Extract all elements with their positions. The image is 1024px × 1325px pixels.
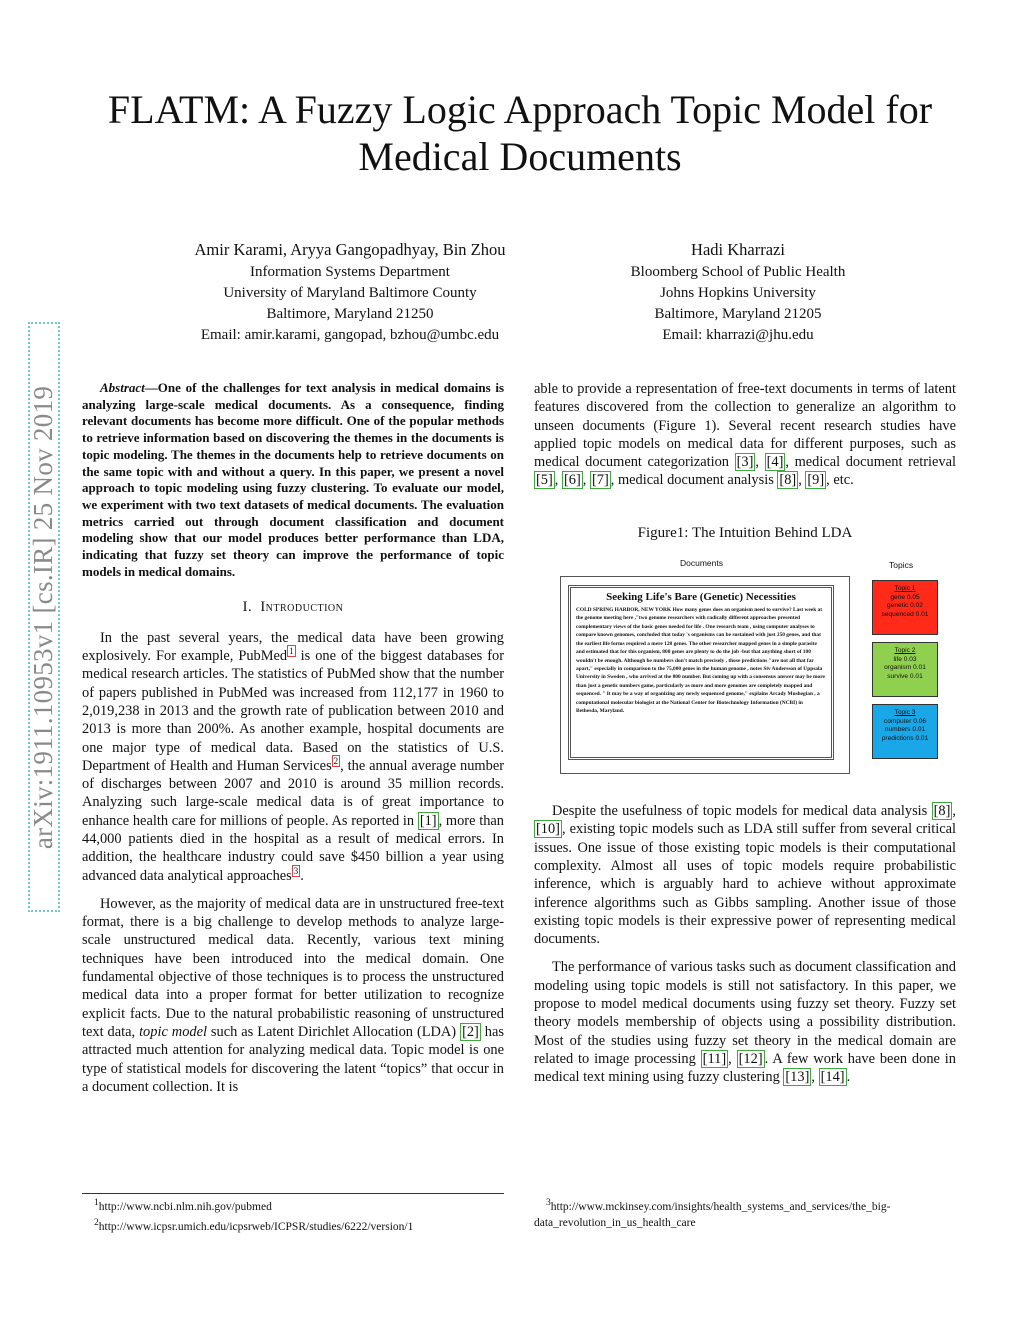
topic-word: organism 0.01 — [884, 664, 926, 672]
title-line-2: Medical Documents — [358, 134, 682, 179]
lda-intuition-figure — [552, 552, 960, 780]
text-span: , more than 44,000 patients died in the hospital as a result of medical errors. In addition, the healthcare industry could save $450 billion a year using advanced data analytical approaches — [82, 812, 504, 884]
citation-link[interactable]: [8] — [933, 803, 951, 820]
footnote-url[interactable]: http://www.ncbi.nlm.nih.gov/pubmed — [98, 1200, 272, 1213]
text-span: has attracted much attention for analyzing medical data. Topic model is one type of statistical models for discovering the latent “topics” that occur in a document collection. It is — [82, 1023, 504, 1095]
citation-link[interactable]: [5] — [536, 472, 553, 489]
text-span: , medical document analysis — [610, 472, 778, 489]
citation-link[interactable]: [4] — [766, 454, 784, 471]
document-card — [568, 585, 834, 760]
citation-link[interactable]: [14] — [820, 1069, 845, 1086]
documents-label: Documents — [680, 558, 723, 569]
text-span: such as Latent Dirichlet Allocation (LDA) — [206, 1023, 461, 1040]
footnotes-left — [94, 1195, 514, 1235]
author-email: Email: amir.karami, gangopad, bzhou@umbc.edu — [200, 327, 500, 343]
citation-link[interactable]: [8] — [779, 472, 797, 489]
topic-word: life 0.03 — [893, 655, 917, 663]
title-line-1: FLATM: A Fuzzy Logic Approach Topic Model for — [107, 87, 933, 132]
abstract-label: Abstract — [100, 380, 145, 395]
right-column — [534, 380, 956, 1087]
text-span: . A few work have been done in medical text mining using fuzzy clustering — [534, 1050, 956, 1086]
right-paragraph-2: Despite the usefulness of topic models for medical data analysis [8] , [10] , existing topic models such as LDA still suffer from several critical issues. One issue of those existing topic models is their computational complexity. Almost all uses of topic models require probabilistic inference, which is arguably hard to achieve without approximate inference algorithms such as Gibbs sampling. Another issue of those existing topic models is their expressive power of representing medical documents. — [534, 803, 956, 948]
topic-box-3 — [872, 704, 938, 759]
author-names: Hadi Kharrazi — [691, 240, 785, 259]
figure-caption: Figure1: The Intuition Behind LDA — [637, 524, 853, 541]
footnote-3 — [534, 1195, 954, 1231]
author-city: Baltimore, Maryland 21205 — [654, 306, 822, 322]
document-title: Seeking Life's Bare (Genetic) Necessities — [606, 591, 796, 604]
arxiv-stamp-text: arXiv:1911.10953v1 [cs.IR] 25 Nov 2019 — [28, 385, 59, 849]
text-span: In the past several years, the medical data have been growing explosively. For example, PubMed — [82, 629, 504, 665]
author-dept: Information Systems Department — [250, 264, 450, 280]
topics-label: Topics — [889, 560, 914, 571]
citation-link[interactable]: [6] — [563, 472, 581, 489]
footnote-number: 3 — [546, 1197, 551, 1208]
topic-word: numbers 0.01 — [884, 726, 926, 734]
footnote-1 — [94, 1195, 514, 1215]
author-names: Amir Karami, Aryya Gangopadhyay, Bin Zhou — [194, 240, 506, 259]
citation-link[interactable]: [11] — [702, 1050, 727, 1067]
topic-box-2 — [872, 642, 938, 697]
footnote-mark-3[interactable]: 3 — [293, 865, 299, 876]
citation-link[interactable]: [9] — [807, 472, 825, 489]
text-span: is one of the biggest databases for medical research articles. The statistics of PubMed show that the number of papers published in PubMed was increased from 112,177 in 1960 to 2,019,238 in 2013 and the growth rate of publication between 2010 and 2013 is more than 200%. As another example, hospital documents are one major type of medical data. Based on the statistics of U.S. Department of Health and Human Services — [82, 648, 505, 774]
topic-name: Topic 1 — [894, 585, 916, 593]
text-span: However, as the majority of medical data are in unstructured free-text format, there is a big challenge to develop methods to analyze large-scale unstructured medical data. Recently, various text mining techniques have been introduced into the medical domain. One fundamental objective of those techniques is to process the unstructured medical data into a proper format for better utilization to recognize explicit facts. Due to the natural probabilistic reasoning of unstructured text data, — [82, 895, 504, 1040]
section-heading-introduction — [82, 598, 504, 616]
footnote-2 — [94, 1215, 514, 1235]
topic-name: Topic 3 — [894, 709, 916, 717]
right-paragraph-1: able to provide a representation of free-text documents in terms of latent features discovered from the collection to generalize an algorithm to unseen documents (Figure 1). Several recent research studies have applied topic models on medical data for different purposes, such as medical document categorization [3] , [4] , medical document retrieval [5] , [6] , [7] , medical document analysis [8] , [9] , etc. — [534, 381, 957, 489]
footnote-mark-1[interactable]: 1 — [289, 646, 294, 657]
footnote-rule — [82, 1193, 504, 1194]
footnote-number: 2 — [94, 1216, 99, 1228]
footnotes-right — [534, 1195, 954, 1231]
author-email: Email: kharrazi@jhu.edu — [662, 327, 814, 343]
citation-link[interactable]: [2] — [462, 1023, 479, 1040]
text-span: . — [300, 867, 304, 884]
document-text: COLD SPRING HARBOR, NEW YORK How many genes does an organism need to survive? Last week at the genome meeting here ,"two genome researchers with radically different approaches presented complementary views of the basic genes needed for life . One research team , using computer analyses to compare known genomes, concluded that today 's organisms can be sustained with just 250 genes, and that the earliest life forms required a mere 128 genes. The other researcher mapped genes in a simple parasite and estimated that for this organism, 800 genes are plenty to do the job -but that anything short of 100 wouldn't be enough. Although he numbers don't match precisely , those predictions "are not all that far apart," especially in comparison to the 75,000 genes in the human genome , notes Siv Andersson of Uppsala University in Sweden , who arrived at the 800 number. But coming up with a consensus answer may be more than just a genetic numbers game, particularly as more and more genomes are completely mapped and sequenced. " It may be a way of organizing any newly sequenced genome," explains Arcady Mushegian , a computational molecular biologist at the National Center for Biotechnology Information (NCBI) in Bethesda, Maryland. — [576, 607, 825, 714]
text-span: able to provide a representation of free-text documents in terms of latent features discovered from the collection to generalize an algorithm to unseen documents (Figure 1). Several recent research studies have applied topic models on medical data for different purposes, such as medical document categorization — [534, 381, 956, 471]
footnote-url[interactable]: http://www.mckinsey.com/insights/health_systems_and_services/the_big-data_revolution_in_us_health_care — [534, 1200, 891, 1229]
text-span: , the annual average number of discharges between 2007 and 2010 is around 35 million records. Analyzing such large-scale medical data is of great importance to enhance health care for millions of people. As reported in — [82, 757, 504, 829]
topic-word: gene 0.05 — [890, 593, 920, 601]
citation-link[interactable]: [12] — [738, 1050, 763, 1067]
citation-link[interactable]: [10] — [536, 821, 560, 838]
author-dept: Bloomberg School of Public Health — [630, 264, 846, 280]
author-org: Johns Hopkins University — [660, 285, 816, 301]
intro-paragraph-1 — [82, 629, 504, 885]
text-span: The performance of various tasks such as document classification and modeling using topic models is still not satisfactory. In this paper, we propose to model medical documents using fuzzy set theory. Fuzzy set theory models membership of objects using a possibility distribution. Most of the studies using fuzzy set theory in the medical domain are related to image processing — [534, 959, 956, 1067]
topic-word: sequenced 0.01 — [881, 610, 929, 618]
topic-name: Topic 2 — [894, 647, 916, 655]
arxiv-stamp — [28, 322, 60, 912]
intro-paragraph-2 — [82, 895, 504, 1096]
footnote-url[interactable]: http://www.icpsr.umich.edu/icpsrweb/ICPSR/studies/6222/version/1 — [98, 1220, 414, 1233]
abstract — [82, 380, 504, 580]
topic-word: genetic 0.02 — [887, 602, 923, 610]
paper-title — [80, 86, 960, 180]
author-block-umbc — [150, 238, 550, 346]
emphasis-text: topic model — [139, 1023, 207, 1040]
author-block-jhu — [580, 238, 896, 346]
topic-word: predictions 0.01 — [881, 734, 929, 742]
citation-link[interactable]: [7] — [591, 472, 609, 489]
text-span: , medical document retrieval — [785, 454, 957, 471]
citation-link[interactable]: [1] — [419, 812, 437, 829]
author-city: Baltimore, Maryland 21250 — [266, 306, 434, 322]
section-title: Introduction — [260, 599, 344, 616]
topic-word: survive 0.01 — [887, 672, 923, 680]
text-span: , etc. — [826, 472, 854, 489]
footnote-mark-2[interactable]: 2 — [333, 756, 339, 767]
right-paragraph-3: The performance of various tasks such as document classification and modeling using topic models is still not satisfactory. In this paper, we propose to model medical documents using fuzzy set theory. Fuzzy set theory models membership of objects using a possibility distribution. Most of the studies using fuzzy set theory in the medical domain are related to image processing [11] , [12] . A few work have been done in medical text mining using fuzzy clustering [13] , [14] . — [534, 959, 956, 1086]
topic-word: computer 0.06 — [883, 717, 927, 725]
abstract-text: —One of the challenges for text analysis in medical domains is analyzing large-scale medical documents. As a consequence, finding relevant documents has become more difficult. One of the popular methods to retrieve information based on discovering the themes in the documents is topic modeling. The themes in the documents help to retrieve documents on the same topic with and without a query. In this paper, we present a novel approach to topic modeling using fuzzy clustering. To evaluate our model, we experiment with two text datasets of medical documents. The evaluation metrics carried out through document classification and document modeling show that our model produces better performance than LDA, indicating that fuzzy set theory can improve the performance of topic models in medical domains. — [82, 380, 504, 579]
text-span: , existing topic models such as LDA still suffer from several critical issues. One issue of those existing topic models is their computational complexity. Almost all uses of topic models require probabilistic inference, which is arguably hard to achieve without approximate inference algorithms such as Gibbs sampling. Another issue of those existing topic models is their expressive power of representing medical documents. — [534, 821, 956, 948]
left-column — [82, 380, 504, 1096]
footnote-number: 1 — [94, 1197, 99, 1208]
text-span: Despite the usefulness of topic models for medical data analysis — [552, 803, 932, 820]
topic-box-1 — [872, 580, 938, 635]
section-number: I. — [242, 599, 253, 616]
citation-link[interactable]: [3] — [736, 454, 754, 471]
author-org: University of Maryland Baltimore County — [223, 285, 477, 301]
citation-link[interactable]: [13] — [785, 1069, 810, 1086]
